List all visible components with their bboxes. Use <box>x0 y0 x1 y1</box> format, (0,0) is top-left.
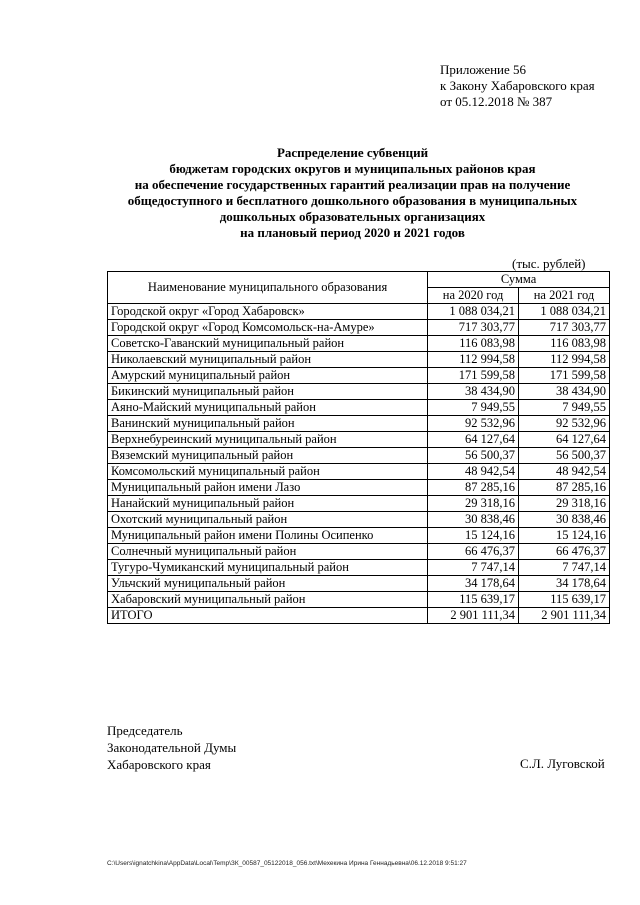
table-row <box>108 304 610 320</box>
header-sum: Сумма <box>428 272 610 288</box>
table-row <box>108 384 610 400</box>
table-row <box>108 576 610 592</box>
table-row <box>108 320 610 336</box>
row-name: Хабаровский муниципальный район <box>108 592 428 608</box>
total-2020: 2 901 111,34 <box>428 608 519 624</box>
signature-line: Председатель <box>107 723 183 738</box>
table-row <box>108 336 610 352</box>
row-name: Охотский муниципальный район <box>108 512 428 528</box>
row-2020: 115 639,17 <box>428 592 519 608</box>
row-name: Городской округ «Город Комсомольск-на-Амуре» <box>108 320 428 336</box>
row-name: Вяземский муниципальный район <box>108 448 428 464</box>
table-row <box>108 400 610 416</box>
table-row <box>108 528 610 544</box>
total-row <box>108 608 610 624</box>
title-line: бюджетам городских округов и муниципальных районов края <box>169 161 536 176</box>
table-row <box>108 368 610 384</box>
row-name: Аяно-Майский муниципальный район <box>108 400 428 416</box>
row-2021: 115 639,17 <box>519 592 610 608</box>
row-2021: 1 088 034,21 <box>519 304 610 320</box>
row-2020: 66 476,37 <box>428 544 519 560</box>
row-2021: 7 949,55 <box>519 400 610 416</box>
row-2021: 48 942,54 <box>519 464 610 480</box>
title-line: на плановый период 2020 и 2021 годов <box>240 225 465 240</box>
row-2021: 66 476,37 <box>519 544 610 560</box>
appendix-line: от 05.12.2018 № 387 <box>440 94 553 109</box>
row-2020: 1 088 034,21 <box>428 304 519 320</box>
row-name: Нанайский муниципальный район <box>108 496 428 512</box>
row-name: Ульчский муниципальный район <box>108 576 428 592</box>
row-name: Верхнебуреинский муниципальный район <box>108 432 428 448</box>
row-2021: 112 994,58 <box>519 352 610 368</box>
row-name: Ванинский муниципальный район <box>108 416 428 432</box>
table-row <box>108 352 610 368</box>
row-2021: 171 599,58 <box>519 368 610 384</box>
row-2020: 116 083,98 <box>428 336 519 352</box>
row-2020: 7 747,14 <box>428 560 519 576</box>
table-row <box>108 544 610 560</box>
row-2021: 64 127,64 <box>519 432 610 448</box>
table-row <box>108 560 610 576</box>
row-2020: 56 500,37 <box>428 448 519 464</box>
row-2020: 717 303,77 <box>428 320 519 336</box>
row-2020: 64 127,64 <box>428 432 519 448</box>
row-2020: 87 285,16 <box>428 480 519 496</box>
row-2021: 87 285,16 <box>519 480 610 496</box>
row-2020: 29 318,16 <box>428 496 519 512</box>
document-title <box>100 145 605 241</box>
row-2021: 92 532,96 <box>519 416 610 432</box>
row-name: Тугуро-Чумиканский муниципальный район <box>108 560 428 576</box>
row-2021: 7 747,14 <box>519 560 610 576</box>
row-name: Советско-Гаванский муниципальный район <box>108 336 428 352</box>
table-body <box>108 304 610 608</box>
title-line: Распределение субвенций <box>276 145 429 160</box>
row-2021: 717 303,77 <box>519 320 610 336</box>
row-2020: 30 838,46 <box>428 512 519 528</box>
row-name: Комсомольский муниципальный район <box>108 464 428 480</box>
signature-line: Законодательной Думы <box>107 740 237 755</box>
row-2020: 38 434,90 <box>428 384 519 400</box>
row-2021: 34 178,64 <box>519 576 610 592</box>
table-row <box>108 496 610 512</box>
row-2020: 112 994,58 <box>428 352 519 368</box>
table-row <box>108 480 610 496</box>
row-2021: 29 318,16 <box>519 496 610 512</box>
row-2021: 15 124,16 <box>519 528 610 544</box>
row-2021: 56 500,37 <box>519 448 610 464</box>
header-name: Наименование муниципального образования <box>108 272 428 304</box>
row-2021: 116 083,98 <box>519 336 610 352</box>
table-row <box>108 448 610 464</box>
row-2020: 171 599,58 <box>428 368 519 384</box>
units-label: (тыс. рублей) <box>512 256 586 271</box>
title-line: дошкольных образовательных организациях <box>219 209 486 224</box>
file-path-footer: C:\Users\ignatchkina\AppData\Local\Temp\ЗК_00587_05122018_056.txt\Мехекина Ирина Геннадьевна\06.12.2018 9:51:27 <box>107 860 467 867</box>
row-2021: 30 838,46 <box>519 512 610 528</box>
row-name: Городской округ «Город Хабаровск» <box>108 304 428 320</box>
header-year-2021: на 2021 год <box>519 288 610 304</box>
row-2020: 34 178,64 <box>428 576 519 592</box>
signature-name: С.Л. Луговской <box>520 756 605 771</box>
table-row <box>108 592 610 608</box>
row-name: Муниципальный район имени Полины Осипенко <box>108 528 428 544</box>
title-line: на обеспечение государственных гарантий реализации прав на получение <box>134 177 571 192</box>
title-line: общедоступного и бесплатного дошкольного образования в муниципальных <box>127 193 578 208</box>
total-label: ИТОГО <box>108 608 428 624</box>
row-name: Бикинский муниципальный район <box>108 384 428 400</box>
row-2020: 15 124,16 <box>428 528 519 544</box>
subvention-table <box>107 271 610 624</box>
row-2021: 38 434,90 <box>519 384 610 400</box>
signature-line: Хабаровского края <box>107 757 211 772</box>
table-row <box>108 416 610 432</box>
row-name: Николаевский муниципальный район <box>108 352 428 368</box>
total-2021: 2 901 111,34 <box>519 608 610 624</box>
appendix-line: к Закону Хабаровского края <box>440 78 595 93</box>
table-row <box>108 432 610 448</box>
signature-title <box>107 722 236 773</box>
appendix-block <box>440 62 595 110</box>
table-row <box>108 512 610 528</box>
row-name: Муниципальный район имени Лазо <box>108 480 428 496</box>
row-name: Солнечный муниципальный район <box>108 544 428 560</box>
row-2020: 92 532,96 <box>428 416 519 432</box>
appendix-line: Приложение 56 <box>440 62 527 77</box>
table-row <box>108 464 610 480</box>
row-2020: 48 942,54 <box>428 464 519 480</box>
header-year-2020: на 2020 год <box>428 288 519 304</box>
row-2020: 7 949,55 <box>428 400 519 416</box>
row-name: Амурский муниципальный район <box>108 368 428 384</box>
